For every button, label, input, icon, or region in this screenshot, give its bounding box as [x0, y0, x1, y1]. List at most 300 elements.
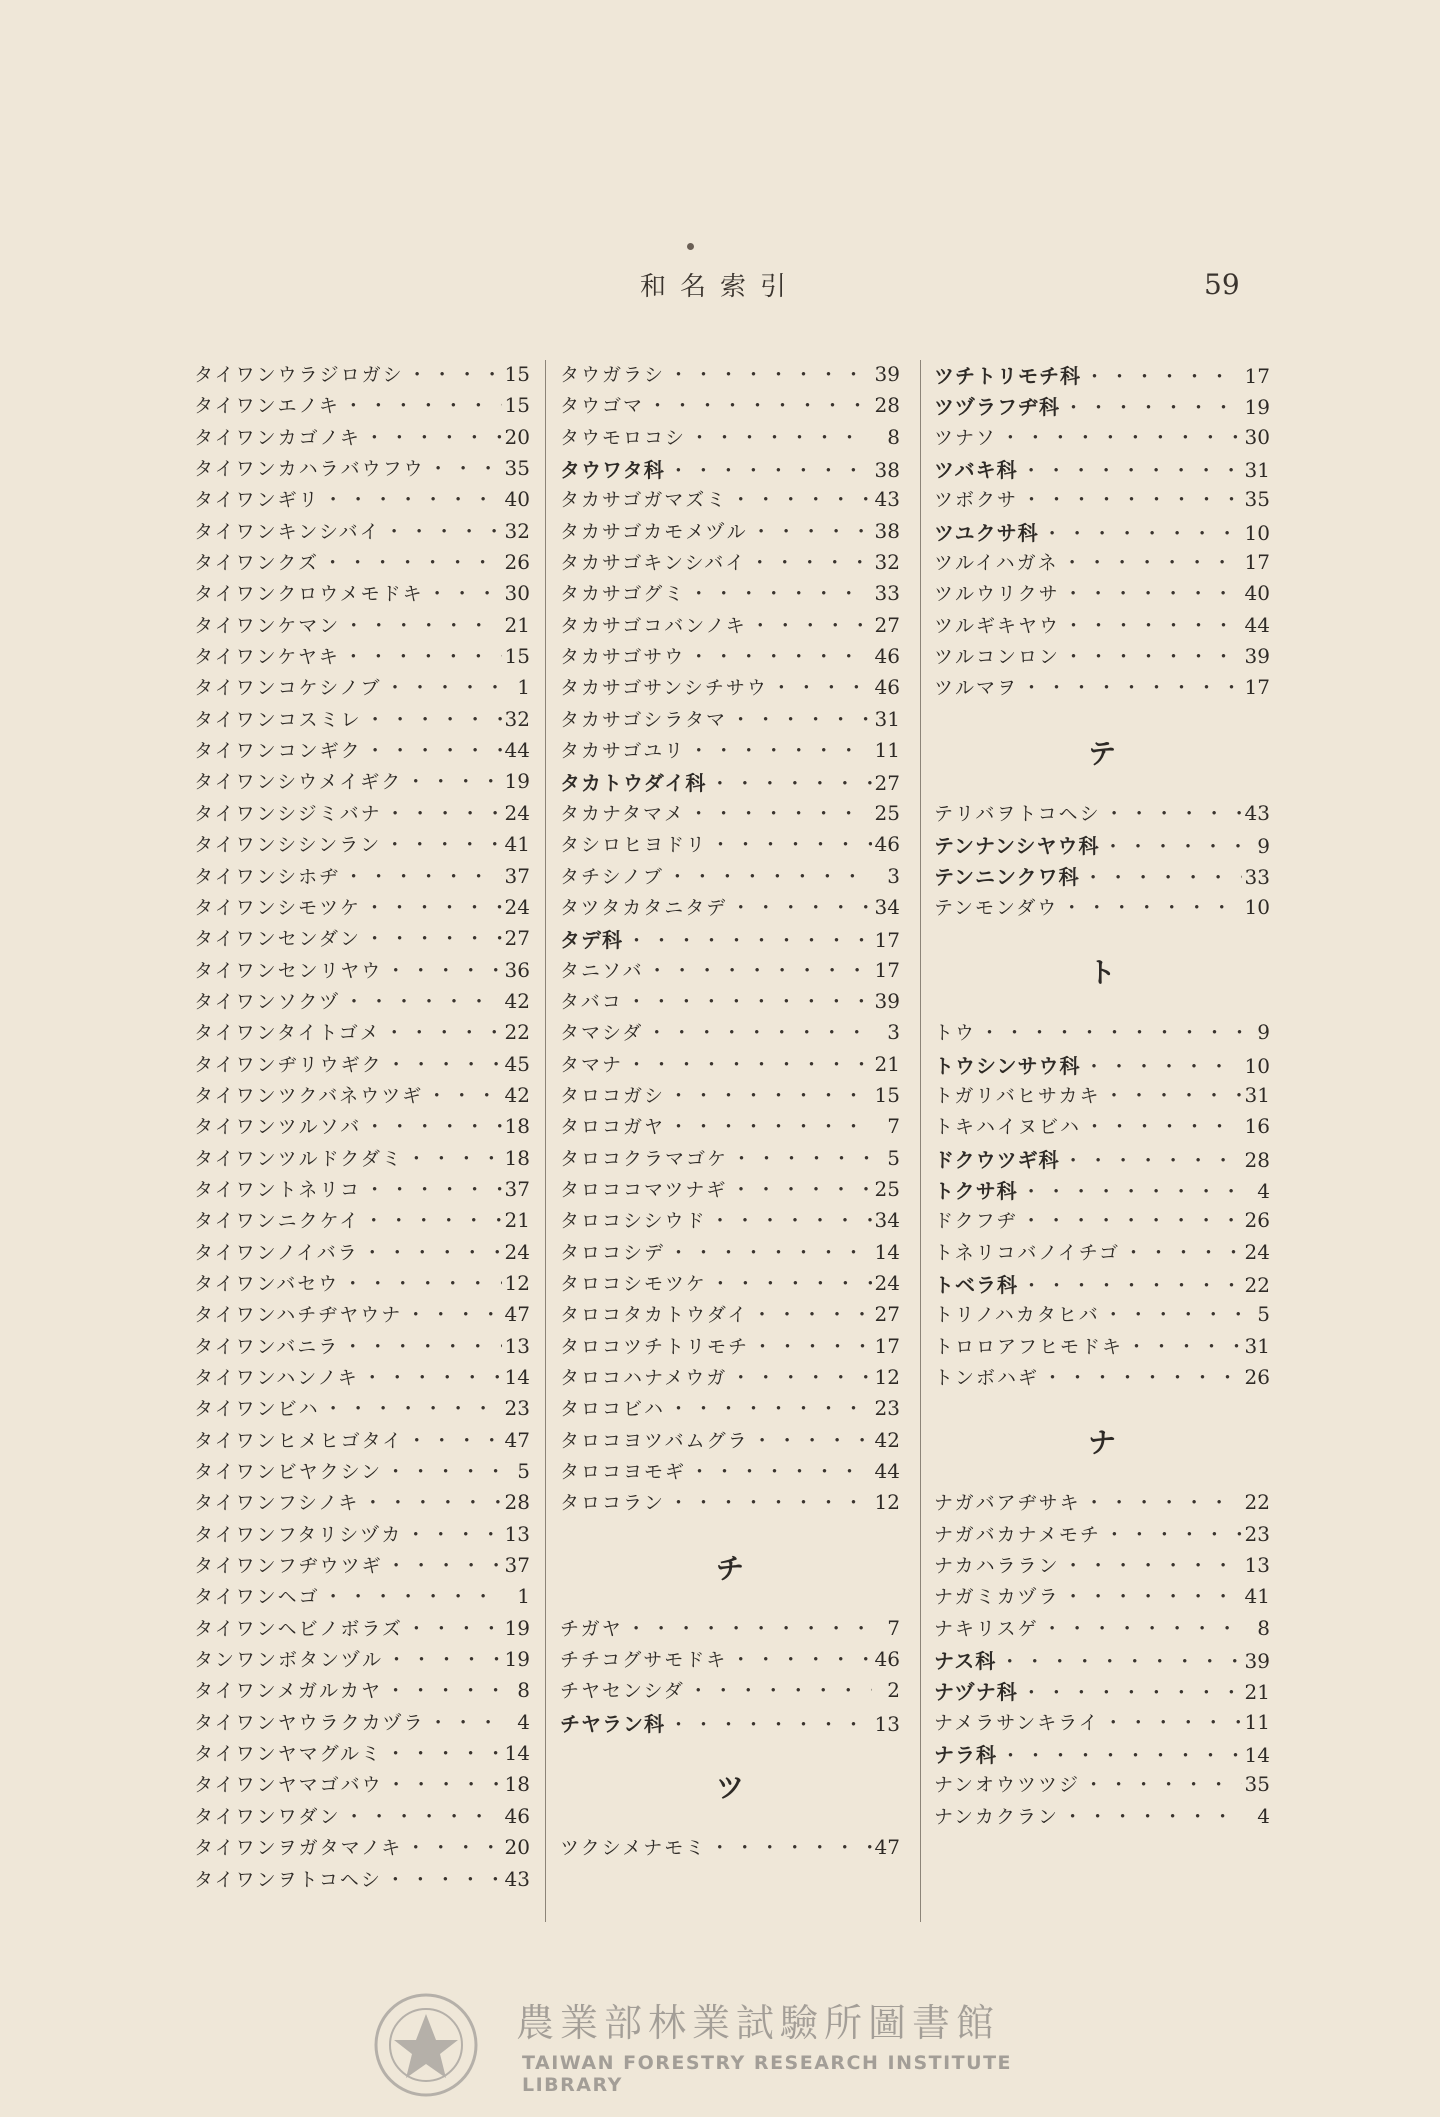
entry-name: タロコシシウド: [560, 1210, 707, 1233]
index-entry: [194, 1488, 530, 1519]
entry-page-number: 28: [1244, 1147, 1270, 1172]
entry-page-number: 34: [874, 894, 900, 919]
dot-leader: [1081, 1112, 1242, 1139]
dot-leader: [997, 1741, 1242, 1768]
entry-page-number: 17: [1244, 364, 1270, 388]
index-entry: [194, 1770, 530, 1801]
entry-page-number: 40: [504, 487, 530, 512]
entry-page-number: 35: [1244, 1772, 1270, 1797]
index-entry: [560, 705, 900, 736]
entry-name: チヤセンシダ: [560, 1680, 685, 1703]
dot-leader: [685, 736, 872, 763]
index-entry: [194, 956, 530, 987]
entry-page-number: 22: [1244, 1272, 1270, 1297]
entry-page-number: 43: [1244, 800, 1270, 825]
dot-leader: [1101, 799, 1242, 826]
dot-leader: [1059, 1802, 1242, 1829]
entry-page-number: 24: [504, 800, 530, 825]
dot-leader: [383, 1551, 502, 1578]
dot-leader: [382, 799, 502, 826]
dot-leader: [1100, 1081, 1242, 1108]
dot-leader: [1018, 1271, 1242, 1298]
entry-page-number: 8: [887, 424, 900, 449]
entry-name: ツルマヲ: [934, 677, 1019, 700]
entry-name: タロコツチトリモチ: [560, 1335, 750, 1358]
dot-leader: [381, 830, 502, 857]
entry-page-number: 26: [1244, 1364, 1270, 1389]
index-entry: [194, 673, 530, 704]
entry-page-number: 14: [874, 1239, 900, 1264]
entry-name: ナガバカナメモチ: [934, 1523, 1101, 1546]
entry-page-number: 8: [1257, 1615, 1270, 1640]
index-column-2: [560, 360, 900, 1864]
index-entry: [194, 1676, 530, 1707]
dot-leader: [361, 1175, 502, 1202]
dot-leader: [727, 893, 872, 920]
dot-leader: [361, 1112, 502, 1139]
family-index-entry: [934, 454, 1270, 485]
entry-name: トクサ科: [934, 1178, 1018, 1203]
dot-leader: [1080, 1770, 1242, 1797]
entry-name: ツユクサ科: [934, 520, 1039, 545]
page-number: 59: [1204, 268, 1240, 301]
entry-name: タウガラシ: [560, 364, 666, 386]
entry-name: タマナ: [560, 1053, 624, 1076]
index-entry: [934, 799, 1270, 830]
dot-leader: [382, 1457, 502, 1484]
entry-name: テリバヲトコヘシ: [934, 802, 1101, 825]
index-entry: [194, 391, 530, 422]
entry-name: タカサゴサウ: [560, 646, 686, 669]
entry-page-number: 40: [1244, 581, 1270, 606]
dot-leader: [403, 1426, 502, 1453]
index-entry: [934, 1300, 1270, 1331]
index-entry: [934, 1206, 1270, 1237]
entry-page-number: 18: [504, 1145, 530, 1170]
entry-page-number: 34: [874, 1208, 900, 1233]
entry-page-number: 3: [887, 863, 900, 888]
dot-leader: [425, 1708, 502, 1735]
index-entry: [560, 1050, 900, 1081]
entry-page-number: 19: [504, 1615, 530, 1640]
index-entry: [194, 1269, 530, 1300]
entry-page-number: 32: [874, 550, 900, 575]
family-index-entry: [934, 1645, 1270, 1676]
entry-page-number: 22: [1244, 1490, 1270, 1515]
index-entry: [194, 1739, 530, 1770]
entry-name: タイワンシシンラン: [194, 834, 382, 857]
index-entry: [934, 1614, 1270, 1645]
dot-leader: [1101, 1520, 1242, 1547]
entry-name: タイワンセンダン: [194, 928, 362, 951]
entry-page-number: 31: [1244, 458, 1270, 483]
dot-leader: [749, 1332, 872, 1359]
entry-name: タイワンシウメイギク: [194, 771, 403, 794]
index-entry: [934, 579, 1270, 610]
dot-leader: [1100, 1708, 1242, 1735]
column-divider: [920, 360, 921, 1922]
index-entry: [560, 423, 900, 454]
entry-page-number: 19: [504, 1647, 530, 1672]
entry-page-number: 27: [874, 1302, 900, 1327]
entry-page-number: 47: [874, 1835, 900, 1860]
index-entry: [560, 1332, 900, 1363]
entry-name: ツバキ科: [934, 458, 1018, 483]
dot-leader: [381, 517, 502, 544]
ink-dot: [687, 243, 694, 250]
index-entry: [934, 1708, 1270, 1739]
entry-name: タウワタ科: [560, 458, 665, 483]
index-entry: [194, 611, 530, 642]
index-entry: [560, 987, 900, 1018]
dot-leader: [423, 1081, 502, 1108]
entry-name: タカサゴシラタマ: [560, 708, 728, 731]
entry-name: タカサゴガマズミ: [560, 489, 728, 512]
dot-leader: [403, 1614, 502, 1641]
entry-page-number: 26: [504, 550, 530, 575]
index-entry: [560, 862, 900, 893]
entry-name: タロコヨモギ: [560, 1461, 687, 1484]
index-entry: [560, 1018, 900, 1049]
dot-leader: [665, 360, 872, 387]
entry-name: トリノハカタヒバ: [934, 1304, 1100, 1327]
index-entry: [560, 391, 900, 422]
index-entry: [194, 1394, 530, 1425]
entry-name: タイワンヘゴ: [194, 1586, 320, 1609]
dot-leader: [707, 1206, 872, 1233]
entry-name: ナガバアヂサキ: [934, 1492, 1081, 1515]
entry-name: タカサゴコバンノキ: [560, 614, 747, 637]
entry-page-number: 42: [504, 1082, 530, 1107]
dot-leader: [665, 1081, 872, 1108]
index-entry: [194, 1645, 530, 1676]
dot-leader: [644, 956, 872, 983]
entry-page-number: 35: [504, 456, 530, 481]
dot-leader: [359, 1488, 502, 1515]
entry-name: ツクシメナモミ: [560, 1837, 707, 1860]
dot-leader: [644, 391, 872, 418]
dot-leader: [1060, 611, 1242, 638]
index-entry: [194, 1363, 530, 1394]
index-entry: [560, 1144, 900, 1175]
dot-leader: [1100, 832, 1243, 859]
entry-page-number: 35: [1244, 487, 1270, 512]
family-index-entry: [560, 1708, 900, 1739]
entry-name: タイワンシモツケ: [194, 896, 361, 919]
entry-page-number: 25: [874, 1176, 900, 1201]
entry-page-number: 37: [504, 1176, 530, 1201]
entry-name: タイワンバセウ: [194, 1272, 340, 1295]
dot-leader: [1060, 1551, 1242, 1578]
dot-leader: [1060, 579, 1242, 606]
dot-leader: [976, 1018, 1242, 1045]
entry-page-number: 1: [517, 675, 530, 700]
entry-page-number: 37: [504, 1553, 530, 1578]
entry-name: ナンカクラン: [934, 1805, 1060, 1828]
index-entry: [560, 1206, 900, 1237]
entry-name: タイワンヤマグルミ: [194, 1743, 383, 1766]
entry-name: タカサゴユリ: [560, 740, 686, 763]
entry-name: タイワンカハラバウフウ: [194, 458, 425, 481]
entry-page-number: 9: [1257, 1020, 1270, 1045]
entry-name: タシロヒヨドリ: [560, 834, 708, 857]
entry-page-number: 47: [504, 1302, 530, 1327]
entry-page-number: 12: [874, 1365, 900, 1389]
entry-name: トロロアフヒモドキ: [934, 1335, 1124, 1358]
index-entry: [194, 360, 530, 391]
entry-page-number: 27: [874, 771, 900, 796]
dot-leader: [424, 579, 502, 606]
index-entry: [560, 517, 900, 548]
entry-page-number: 17: [874, 957, 900, 982]
index-entry: [560, 1488, 900, 1519]
dot-leader: [748, 517, 872, 544]
entry-name: チガヤ: [560, 1617, 623, 1640]
index-entry: [560, 1175, 900, 1206]
entry-name: タイワンワダン: [194, 1805, 341, 1828]
dot-leader: [1018, 1206, 1242, 1233]
entry-name: トキハイヌビハ: [934, 1116, 1082, 1139]
entry-page-number: 24: [504, 894, 530, 919]
entry-name: タロコビハ: [560, 1398, 666, 1421]
entry-name: タイワンウラジロガシ: [194, 364, 404, 386]
entry-name: タイワンヒメヒゴタイ: [194, 1429, 404, 1452]
index-entry: [560, 1112, 900, 1143]
dot-leader: [1039, 519, 1242, 546]
entry-name: タカナタマメ: [560, 802, 686, 825]
dot-leader: [340, 862, 502, 889]
entry-page-number: 13: [1244, 1552, 1270, 1577]
index-entry: [194, 799, 530, 830]
dot-leader: [747, 611, 872, 638]
entry-page-number: 20: [504, 424, 530, 449]
entry-page-number: 4: [1257, 1803, 1270, 1828]
index-entry: [194, 736, 530, 767]
dot-leader: [686, 1457, 872, 1484]
entry-page-number: 16: [1244, 1114, 1270, 1139]
entry-name: タイワンシジミバナ: [194, 802, 382, 825]
entry-name: タロコガヤ: [560, 1116, 666, 1139]
entry-name: タイワンメガルカヤ: [194, 1680, 383, 1703]
entry-page-number: 42: [504, 988, 530, 1013]
entry-name: タイワンヘビノボラズ: [194, 1617, 403, 1640]
index-entry: [934, 1081, 1270, 1112]
index-entry: [560, 642, 900, 673]
entry-name: タイワンギリ: [194, 489, 320, 512]
dot-leader: [383, 1645, 502, 1672]
entry-name: タイワンヲトコヘシ: [194, 1868, 382, 1891]
entry-page-number: 15: [504, 644, 530, 669]
entry-page-number: 22: [504, 1020, 530, 1045]
index-entry: [934, 1363, 1270, 1394]
entry-name: ナメラサンキライ: [934, 1711, 1100, 1734]
dot-leader: [623, 1050, 872, 1077]
entry-name: テンナンシヤウ科: [934, 834, 1100, 859]
entry-name: チヤラン科: [560, 1711, 665, 1736]
dot-leader: [425, 454, 502, 481]
entry-page-number: 38: [874, 458, 900, 483]
family-index-entry: [934, 1050, 1270, 1081]
entry-page-number: 44: [874, 1459, 900, 1484]
index-entry: [560, 1394, 900, 1425]
dot-leader: [320, 1394, 502, 1421]
entry-page-number: 25: [874, 800, 900, 825]
entry-page-number: 19: [1244, 395, 1270, 420]
family-index-entry: [560, 454, 900, 485]
index-entry: [934, 673, 1270, 704]
index-entry: [560, 548, 900, 579]
entry-name: タロコタカトウダイ: [560, 1304, 749, 1327]
dot-leader: [382, 1676, 502, 1703]
entry-page-number: 41: [504, 832, 530, 857]
entry-page-number: 23: [1244, 1521, 1270, 1546]
entry-name: タイワンソクヅ: [194, 990, 341, 1013]
index-entry: [560, 736, 900, 767]
entry-page-number: 39: [874, 362, 900, 386]
entry-page-number: 36: [504, 957, 530, 982]
entry-page-number: 18: [504, 1772, 530, 1797]
dot-leader: [361, 893, 502, 920]
entry-page-number: 12: [874, 1490, 900, 1515]
dot-leader: [749, 1426, 872, 1453]
entry-page-number: 43: [504, 1866, 530, 1891]
index-entry: [194, 1238, 530, 1269]
entry-name: タイワンツルドクダミ: [194, 1147, 403, 1170]
entry-name: タイワンコスミレ: [194, 708, 362, 731]
dot-leader: [1018, 1177, 1242, 1204]
dot-leader: [665, 1394, 872, 1421]
entry-page-number: 32: [504, 518, 530, 543]
family-index-entry: [934, 1175, 1270, 1206]
entry-name: タチシノブ: [560, 865, 664, 888]
index-entry: [934, 1112, 1270, 1143]
entry-page-number: 46: [874, 832, 900, 857]
dot-leader: [706, 769, 872, 796]
dot-leader: [1060, 642, 1242, 669]
entry-page-number: 26: [1244, 1208, 1270, 1233]
dot-leader: [341, 1802, 502, 1829]
family-index-entry: [560, 924, 900, 955]
dot-leader: [1080, 863, 1242, 890]
entry-name: タイワンフタリシヅカ: [194, 1523, 403, 1546]
index-entry: [194, 579, 530, 610]
dot-leader: [665, 1488, 872, 1515]
dot-leader: [997, 423, 1242, 450]
entry-name: ツヅラフヂ科: [934, 395, 1060, 420]
entry-page-number: 1: [517, 1584, 530, 1609]
dot-leader: [1060, 1146, 1242, 1173]
entry-name: タカサゴグミ: [560, 583, 686, 606]
entry-name: タイワンシホヂ: [194, 865, 341, 888]
entry-name: ナラ科: [934, 1743, 997, 1768]
dot-leader: [320, 1582, 502, 1609]
entry-page-number: 7: [887, 1615, 900, 1640]
entry-name: タカサゴカモメヅル: [560, 520, 748, 543]
dot-leader: [402, 1300, 502, 1327]
dot-leader: [360, 1206, 502, 1233]
index-entry: [194, 1582, 530, 1613]
index-entry: [194, 454, 530, 485]
entry-name: タロコラン: [560, 1492, 666, 1515]
dot-leader: [623, 987, 872, 1014]
entry-page-number: 41: [1244, 1584, 1270, 1609]
entry-page-number: 44: [1244, 612, 1270, 637]
column-divider: [545, 360, 546, 1922]
entry-page-number: 19: [504, 769, 530, 794]
entry-page-number: 39: [1244, 1649, 1270, 1673]
entry-name: タイワンカゴノキ: [194, 426, 361, 449]
entry-name: タイワンツルソバ: [194, 1116, 362, 1139]
dot-leader: [1059, 548, 1242, 575]
entry-page-number: 15: [874, 1082, 900, 1107]
entry-page-number: 21: [1244, 1680, 1270, 1705]
index-entry: [934, 1802, 1270, 1833]
index-entry: [934, 1238, 1270, 1269]
entry-name: トウ: [934, 1022, 977, 1045]
section-heading: テ: [1087, 736, 1116, 770]
dot-leader: [996, 1647, 1242, 1674]
entry-name: タイワンニクケイ: [194, 1210, 361, 1233]
entry-name: タイワンコケシノブ: [194, 677, 382, 700]
entry-page-number: 31: [874, 706, 900, 731]
entry-page-number: 45: [504, 1051, 530, 1076]
entry-page-number: 24: [504, 1239, 530, 1264]
entry-name: タロコハナメウガ: [560, 1367, 728, 1389]
entry-page-number: 47: [504, 1427, 530, 1452]
dot-leader: [359, 1238, 502, 1265]
dot-leader: [768, 673, 872, 700]
index-entry: [560, 1833, 900, 1864]
section-heading: ナ: [1087, 1426, 1116, 1460]
index-entry: [194, 987, 530, 1018]
dot-leader: [382, 956, 502, 983]
entry-name: タウゴマ: [560, 395, 645, 418]
index-entry: [560, 1426, 900, 1457]
dot-leader: [1018, 485, 1242, 512]
entry-page-number: 46: [874, 644, 900, 669]
dot-leader: [665, 1710, 872, 1737]
index-entry: [194, 705, 530, 736]
family-index-entry: [934, 1269, 1270, 1300]
dot-leader: [1018, 456, 1242, 483]
page-title: 和名索引: [640, 272, 801, 302]
entry-name: タイワンフシノキ: [194, 1492, 360, 1515]
index-entry: [560, 1676, 900, 1707]
dot-leader: [664, 862, 872, 889]
index-entry: [194, 1300, 530, 1331]
index-entry: [194, 1614, 530, 1645]
entry-page-number: 31: [1244, 1333, 1270, 1358]
entry-name: ナヅナ科: [934, 1680, 1018, 1705]
index-entry: [560, 1300, 900, 1331]
entry-page-number: 18: [504, 1114, 530, 1139]
entry-name: タイワンキンシバイ: [194, 520, 381, 543]
index-entry: [934, 1551, 1270, 1582]
index-entry: [560, 579, 900, 610]
index-entry: [560, 611, 900, 642]
entry-page-number: 43: [874, 487, 900, 512]
index-entry: [194, 485, 530, 516]
dot-leader: [685, 799, 872, 826]
dot-leader: [727, 1645, 872, 1672]
dot-leader: [361, 423, 502, 450]
index-entry: [934, 1582, 1270, 1613]
entry-name: タイワンツクバネウツギ: [194, 1084, 424, 1107]
entry-name: タツタカタニタデ: [560, 896, 728, 919]
family-index-entry: [934, 517, 1270, 548]
entry-page-number: 17: [1244, 550, 1270, 575]
dot-leader: [383, 1770, 502, 1797]
